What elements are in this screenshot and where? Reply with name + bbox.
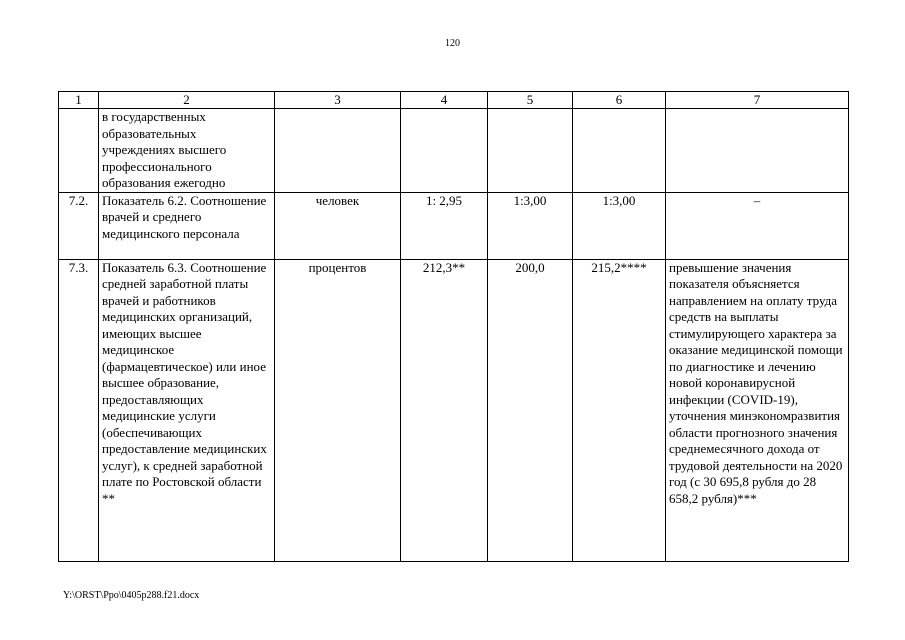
header-cell-6: 6	[573, 92, 666, 109]
header-cell-3: 3	[275, 92, 401, 109]
header-cell-5: 5	[488, 92, 573, 109]
note-cell: превышение значения показателя объясняется направлением на оплату труда средств на выплаты стимулирующего характера за оказание медицинской помощи по диагностике и лечению новой коронавирусной инфекции (COVID-19), уточнения минэкономразвития области прогнозного значения среднемесячного дохода от трудовой деятельности на 2020 год (с 30 695,8 рубля до 28 658,2 рубля)***	[666, 259, 849, 561]
note-cell: –	[666, 192, 849, 259]
row-number: 7.3.	[59, 259, 99, 561]
table-header-row	[59, 92, 849, 109]
value-col6: 215,2****	[573, 259, 666, 561]
indicator-text: Показатель 6.3. Соотношение средней заработной платы врачей и работников медицинских организаций, имеющих высшее медицинское (фармацевтическое) или иное высшее образование, предоставляющих медицинские услуги (обеспечивающих предоставление медицинских услуг), к средней заработной плате по Ростовской области **	[99, 259, 275, 561]
value-col4	[401, 109, 488, 193]
header-cell-7: 7	[666, 92, 849, 109]
indicator-text: Показатель 6.2. Соотношение врачей и среднего медицинского персонала	[99, 192, 275, 259]
header-cell-2: 2	[99, 92, 275, 109]
header-cell-1: 1	[59, 92, 99, 109]
table-row	[59, 109, 849, 193]
note-cell	[666, 109, 849, 193]
value-col6: 1:3,00	[573, 192, 666, 259]
indicator-text: в государственных образовательных учреждениях высшего профессионального образования ежегодно	[99, 109, 275, 193]
unit-cell	[275, 109, 401, 193]
table-row	[59, 259, 849, 561]
value-col5: 1:3,00	[488, 192, 573, 259]
value-col5: 200,0	[488, 259, 573, 561]
value-col6	[573, 109, 666, 193]
header-cell-4: 4	[401, 92, 488, 109]
value-col5	[488, 109, 573, 193]
unit-cell: человек	[275, 192, 401, 259]
row-number: 7.2.	[59, 192, 99, 259]
indicators-table	[58, 91, 849, 562]
file-path-footer: Y:\ORST\Ppo\0405p288.f21.docx	[63, 590, 200, 601]
value-col4: 1: 2,95	[401, 192, 488, 259]
value-col4: 212,3**	[401, 259, 488, 561]
row-number	[59, 109, 99, 193]
unit-cell: процентов	[275, 259, 401, 561]
table-row	[59, 192, 849, 259]
page-number: 120	[445, 38, 460, 49]
